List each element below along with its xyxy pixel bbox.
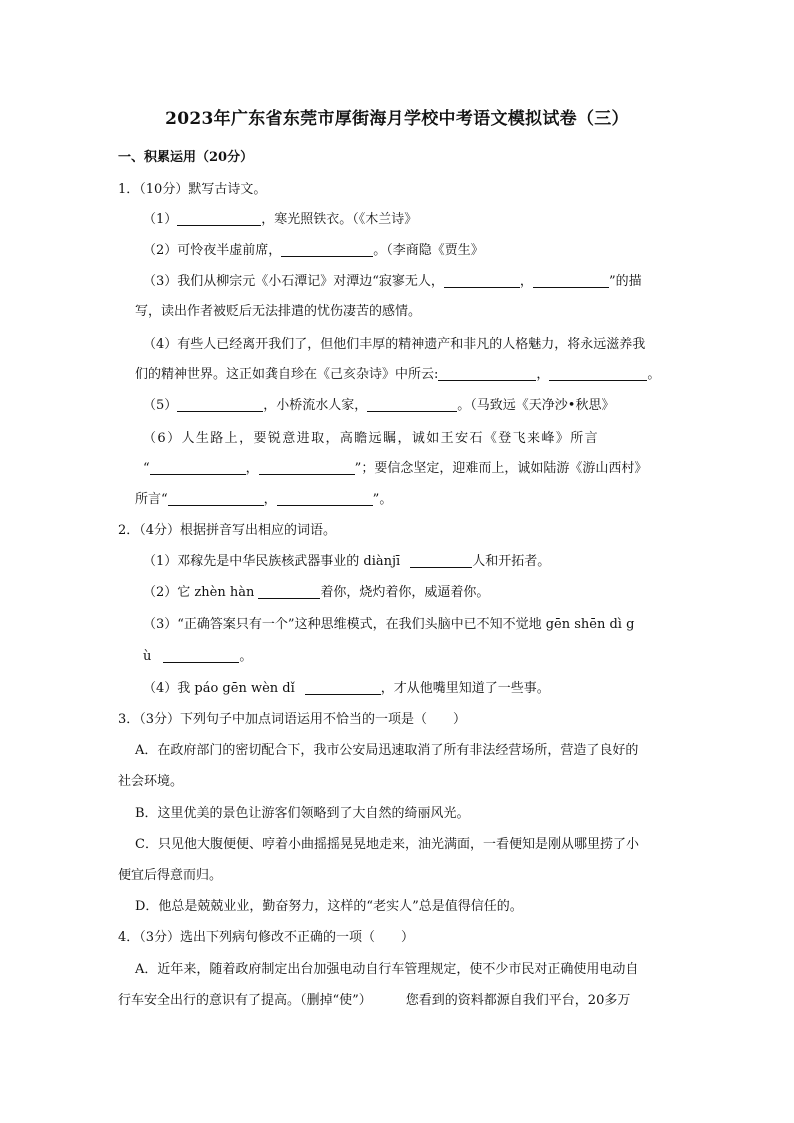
q3-option-c-cont: 便宜后得意而归。 [118, 868, 223, 883]
q1-6-comma: ， [245, 461, 259, 476]
q1-item-6-cont [143, 457, 647, 476]
q2-item-3: （3）“正确答案只有一个”这种思维模式，在我们头脑中已不知不觉地 gēn shēn dì g [143, 617, 635, 632]
q2-item-2 [143, 581, 489, 600]
answer-blank[interactable] [258, 584, 320, 599]
q3-option-a[interactable]: A．在政府部门的密切配合下，我市公安局迅速取消了所有非法经营场所，营造了良好的 [135, 743, 639, 758]
answer-blank[interactable] [410, 553, 472, 568]
q4-a-text-tail: 您看到的资料都源自我们平台，20多万 [405, 993, 631, 1008]
q1-item-3 [143, 270, 642, 289]
q1-3-text: （3）我们从柳宗元《小石潭记》对潭边“寂寥无人， [143, 274, 444, 289]
answer-blank[interactable] [163, 648, 239, 663]
q1-item-6-cont2 [135, 488, 392, 507]
q2-item-4 [143, 677, 550, 696]
q1-2-text-b: 。（李商隐《贾生》 [373, 243, 484, 258]
answer-blank[interactable] [533, 273, 609, 288]
q1-5-text-c: 。（马致远《天净沙•秋思》 [457, 398, 615, 413]
q1-6-comma-2: ， [263, 492, 277, 507]
q3-option-c[interactable]: C．只见他大腹便便、哼着小曲摇摇晃晃地走来，油光满面，一看便知是刚从哪里捞了小 [135, 837, 639, 852]
q2-2-text: （2）它 zhèn hàn [143, 585, 255, 600]
q1-5-text: ，小桥流水人家， [263, 398, 368, 413]
q3-stem: 3．（3分）下列句子中加点词语运用不恰当的一项是（ ） [118, 712, 467, 727]
answer-blank[interactable] [444, 273, 520, 288]
answer-blank[interactable] [549, 366, 647, 381]
answer-blank[interactable] [438, 366, 536, 381]
q1-6-quote-open: “ [143, 461, 150, 476]
answer-blank[interactable] [177, 397, 263, 412]
q1-4-comma: ， [536, 367, 550, 382]
answer-blank[interactable] [259, 460, 355, 475]
q2-item-1 [143, 550, 550, 569]
q3-option-d[interactable]: D．他总是兢兢业业，勤奋努力，这样的“老实人”总是值得信任的。 [135, 899, 523, 914]
section-heading: 一、积累运用（20分） [118, 150, 254, 165]
q4-option-a[interactable]: A．近年来，随着政府制定出台加强电动自行车管理规定，使不少市民对正确使用电动自 [135, 962, 639, 977]
q1-1-text: ，寒光照铁衣。（《木兰诗》 [261, 212, 418, 227]
q1-item-1 [143, 208, 417, 227]
q1-stem: 1．（10分）默写古诗文。 [118, 182, 267, 197]
q2-4-text-b: ，才从他嘴里知道了一些事。 [380, 681, 550, 696]
answer-blank[interactable] [168, 491, 264, 506]
q3-option-a-cont: 社会环境。 [118, 774, 184, 789]
q1-item-3-cont: 写，读出作者被贬后无法排遣的忧伤凄苦的感情。 [135, 304, 422, 319]
q1-1-label: （1） [143, 212, 178, 227]
q2-stem: 2．（4分）根据拼音写出相应的词语。 [118, 523, 337, 538]
answer-blank[interactable] [150, 460, 246, 475]
q4-option-a-cont [118, 989, 630, 1008]
answer-blank[interactable] [177, 211, 261, 226]
q1-item-2 [143, 239, 484, 258]
q2-3-end: 。 [239, 649, 253, 664]
answer-blank[interactable] [281, 242, 373, 257]
q1-6-text-e: 所言“ [135, 492, 168, 507]
q1-5-label: （5） [143, 398, 178, 413]
q1-6-text-d: ”；要信念坚定，迎难而上，诚如陆游《游山西村》 [354, 461, 648, 476]
q1-item-4: （4）有些人已经离开我们了，但他们丰厚的精神遗产和非凡的人格魅力，将永远滋养我 [143, 337, 646, 352]
q2-item-3-cont [143, 645, 252, 664]
answer-blank[interactable] [277, 491, 373, 506]
q1-item-6: （6）人生路上，要锐意进取，高瞻远瞩，诚如王安石《登飞来峰》所言 [143, 431, 600, 446]
q2-3-text-b: ù [143, 649, 152, 664]
page-title: 2023年广东省东莞市厚街海月学校中考语文模拟试卷（三） [165, 109, 629, 129]
q4-stem: 4．（3分）选出下列病句修改不正确的一项（ ） [118, 930, 415, 945]
q1-item-4-cont [135, 363, 660, 382]
answer-blank[interactable] [305, 680, 381, 695]
q1-6-end: ”。 [372, 492, 393, 507]
q2-4-text: （4）我 páo gēn wèn dǐ [143, 681, 295, 696]
q1-item-5 [143, 394, 614, 413]
q4-a-text: 行车安全出行的意识有了提高。（删掉“使”） [118, 993, 372, 1008]
q1-4-text: 们的精神世界。这正如龚自珍在《己亥杂诗》中所云: [135, 367, 439, 382]
q2-2-text-b: 着你，烧灼着你，威逼着你。 [320, 585, 490, 600]
answer-blank[interactable] [367, 397, 457, 412]
q2-1-text: （1）邓稼先是中华民族核武器事业的 diànjī [143, 554, 401, 569]
q1-2-text: （2）可怜夜半虚前席， [143, 243, 282, 258]
q2-1-text-b: 人和开拓者。 [472, 554, 551, 569]
q1-3-text-c: ”的描 [608, 274, 642, 289]
q1-4-end: 。 [647, 367, 661, 382]
q3-option-b[interactable]: B．这里优美的景色让游客们领略到了大自然的绮丽风光。 [135, 806, 470, 821]
q1-3-comma: ， [519, 274, 533, 289]
